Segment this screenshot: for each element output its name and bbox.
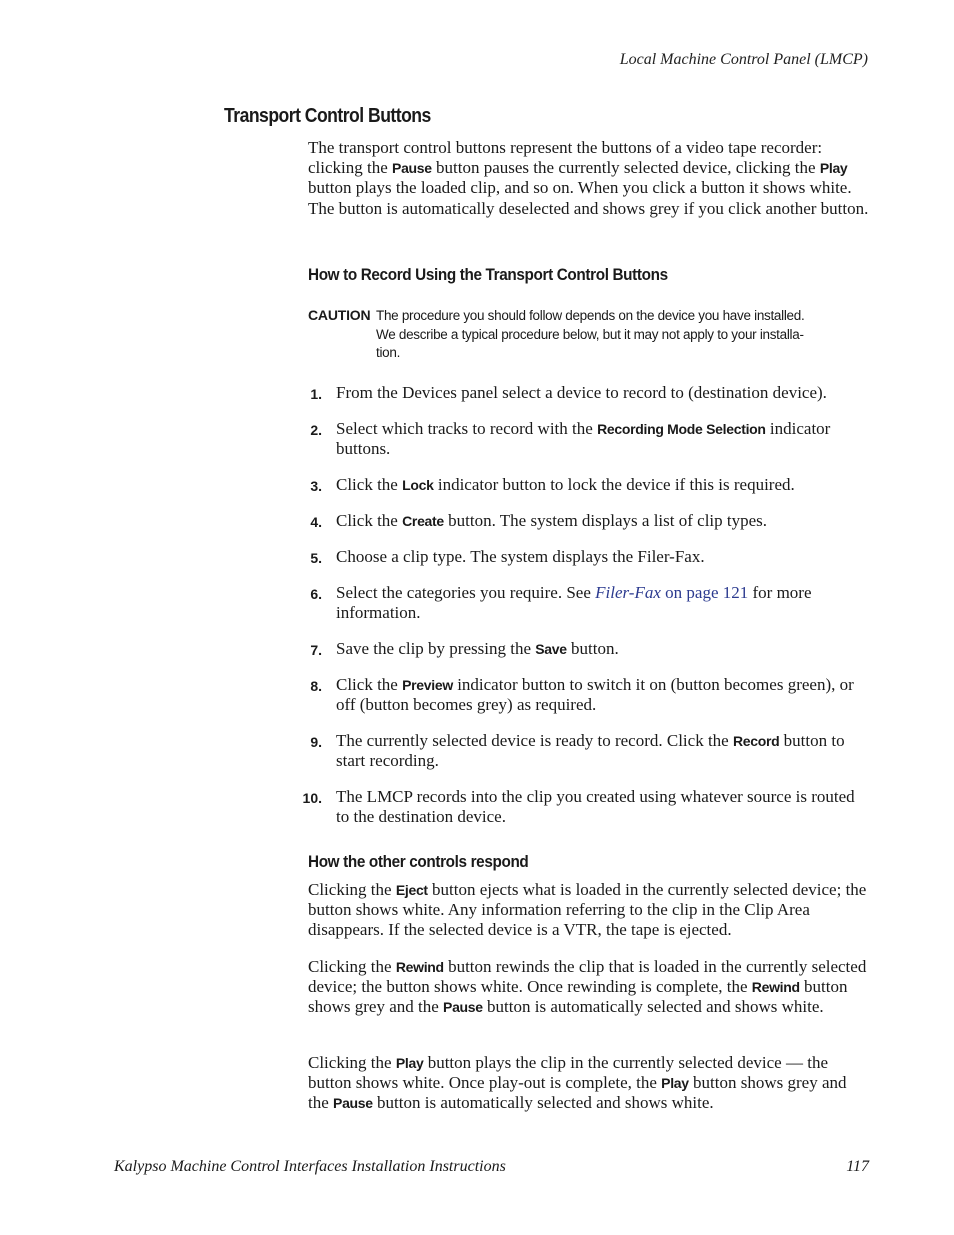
step-number: 1. [310, 386, 322, 402]
para-text: Clicking the [308, 957, 396, 976]
play-button-ref: Play [819, 160, 848, 177]
recording-mode-selection-ref: Recording Mode Selection [597, 421, 766, 437]
pause-button-ref: Pause [443, 999, 483, 1016]
step-text [336, 419, 872, 459]
eject-button-ref: Eject [395, 882, 428, 898]
step-text [336, 583, 872, 623]
record-button-ref: Record [732, 733, 780, 749]
step-number: 7. [310, 642, 322, 658]
intro-text: button pauses the currently selected device, clicking the [431, 158, 820, 178]
play-button-ref: Play [395, 1055, 424, 1071]
para-text: button ejects what is loaded in the currently selected device; the button shows white. Any information referring to the clip in the Clip Area disappears. If the selected device is a VTR, the tape is ejected. [308, 880, 867, 940]
step-text-part: button. [566, 639, 619, 658]
caution-line: tion. [376, 345, 401, 360]
other-controls-heading: How the other controls respond [308, 852, 529, 871]
intro-text: button plays the loaded clip, and so on. When you click a button it shows white. The button is automatically deselected and shows grey if you click another button. [308, 178, 869, 218]
step-text-part: indicator buttons. [336, 419, 831, 459]
caution-line: We describe a typical procedure below, but it may not apply to your installa- [376, 326, 804, 342]
step-text-part: Select the categories you require. See [336, 583, 596, 602]
step-text [336, 547, 872, 567]
step-text-part: Click the [336, 675, 403, 694]
rewind-paragraph [308, 957, 870, 1018]
step-number: 3. [310, 478, 322, 494]
para-text: Clicking the [308, 880, 396, 899]
step-text-part: Select which tracks to record with the [336, 419, 598, 438]
play-button-ref: Play [661, 1075, 689, 1092]
eject-paragraph [308, 880, 870, 941]
intro-text: The transport control buttons represent the buttons of a video tape recorder: clicking the [308, 138, 823, 178]
step-text [336, 639, 872, 659]
para-text: button shows grey and the [308, 977, 848, 1017]
caution-line: The procedure you should follow depends on the device you have installed. [376, 308, 805, 323]
step-text-part: for more information. [336, 583, 812, 623]
pause-button-ref: Pause [333, 1095, 373, 1112]
step-text [336, 475, 872, 495]
rewind-button-ref: Rewind [395, 959, 444, 975]
step-number: 9. [310, 734, 322, 750]
step-text-part: The currently selected device is ready to record. Click the [336, 731, 733, 750]
caution-text [376, 307, 854, 363]
step-text-part: Save the clip by pressing the [336, 639, 536, 658]
lock-button-ref: Lock [402, 477, 434, 493]
step-text [336, 675, 872, 715]
play-paragraph [308, 1053, 870, 1114]
step-text-part: button to start recording. [336, 731, 845, 771]
para-text: button rewinds the clip that is loaded in the currently selected device; the button shows white. Once rewinding is complete, the [308, 957, 867, 997]
running-header: Local Machine Control Panel (LMCP) [619, 51, 868, 68]
step-text-part: The LMCP records into the clip you created using whatever source is routed to the destination device. [336, 787, 855, 827]
record-procedure-heading: How to Record Using the Transport Control Buttons [308, 265, 668, 284]
para-text: button plays the clip in the currently selected device — the button shows white. Once play-out is complete, the [308, 1053, 829, 1093]
step-text [336, 383, 872, 403]
rewind-button-ref: Rewind [751, 979, 800, 996]
step-text-part: From the Devices panel select a device to record to (destination device). [336, 383, 827, 402]
step-text [336, 511, 872, 531]
step-number: 5. [310, 550, 322, 566]
pause-button-ref: Pause [392, 160, 432, 177]
footer-page-number: 117 [846, 1158, 869, 1175]
para-text: button is automatically selected and shows white. [482, 997, 824, 1017]
filer-fax-link[interactable]: Filer-Fax [595, 583, 661, 602]
step-text-part: Choose a clip type. The system displays the Filer-Fax. [336, 547, 705, 566]
intro-paragraph [308, 138, 870, 219]
page-ref-link[interactable]: on page 121 [660, 583, 749, 602]
save-button-ref: Save [535, 641, 567, 657]
step-number: 6. [310, 586, 322, 602]
step-text-part: Click the [336, 511, 403, 530]
para-text: Clicking the [308, 1053, 396, 1072]
create-button-ref: Create [402, 513, 444, 529]
step-number: 2. [310, 422, 322, 438]
step-number: 10. [302, 790, 322, 806]
step-number: 8. [310, 678, 322, 694]
step-text [336, 731, 872, 771]
step-text [336, 787, 872, 827]
step-number: 4. [310, 514, 322, 530]
footer-document-title: Kalypso Machine Control Interfaces Installation Instructions [114, 1158, 506, 1175]
step-text-part: Click the [336, 475, 403, 494]
step-text-part: indicator button to lock the device if this is required. [433, 475, 795, 494]
para-text: button is automatically selected and shows white. [372, 1093, 714, 1113]
step-text-part: indicator button to switch it on (button becomes green), or off (button becomes grey) as required. [336, 675, 854, 715]
caution-label: CAUTION [308, 307, 371, 323]
para-text: button shows grey and the [308, 1073, 847, 1113]
step-text-part: button. The system displays a list of clip types. [443, 511, 768, 530]
preview-button-ref: Preview [402, 677, 453, 693]
section-title: Transport Control Buttons [224, 105, 431, 127]
